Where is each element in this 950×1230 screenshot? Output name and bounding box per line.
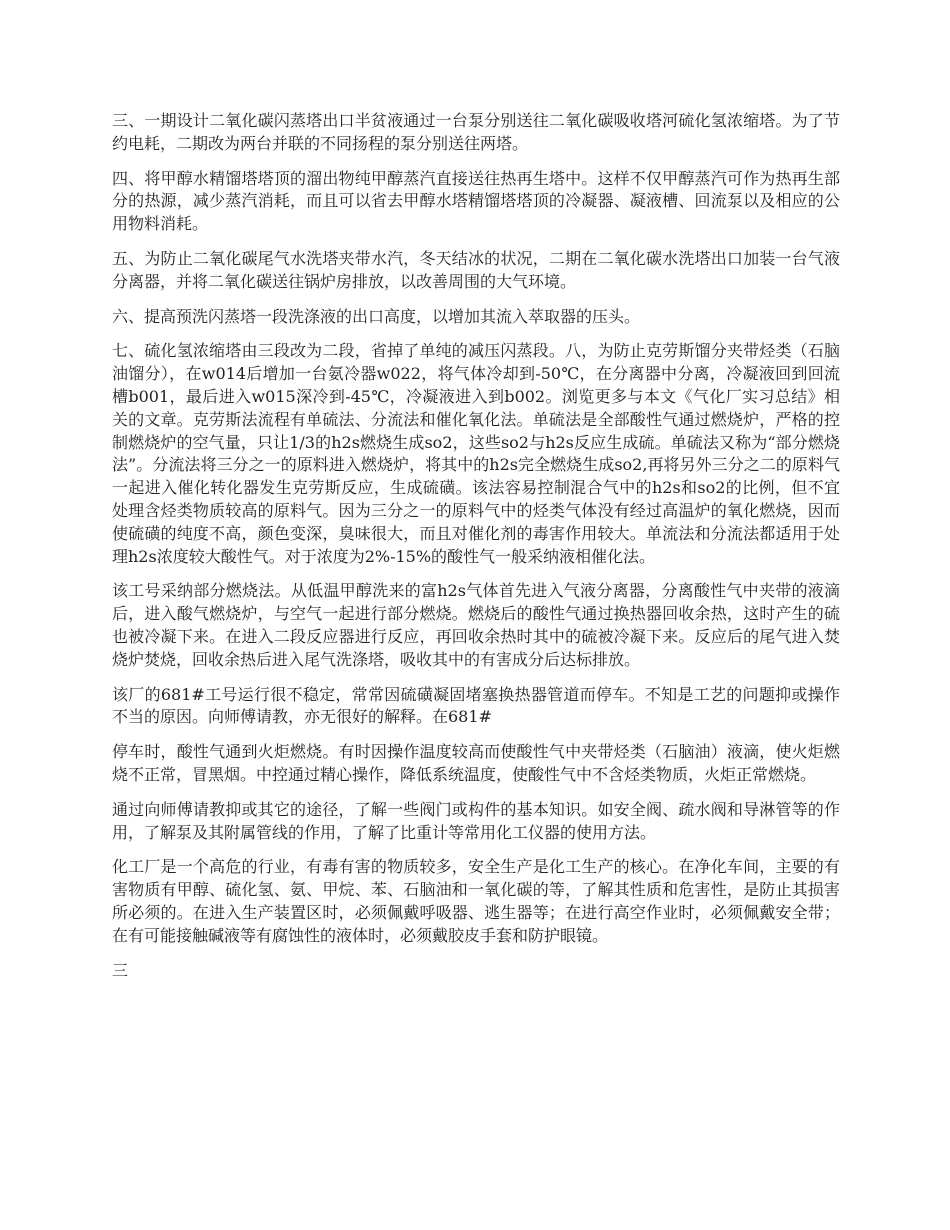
document-body	[112, 110, 840, 994]
paragraph-5: 五、为防止二氧化碳尾气水洗塔夹带水汽，冬天结冰的状况，二期在二氧化碳水洗塔出口加装一台气液分离器，并将二氧化碳送往锅炉房排放，以改善周围的大气环境。	[112, 248, 840, 291]
paragraph-4: 四、将甲醇水精馏塔塔顶的溜出物纯甲醇蒸汽直接送往热再生塔中。这样不仅甲醇蒸汽可作为热再生部分的热源，减少蒸汽消耗，而且可以省去甲醇水塔精馏塔塔顶的冷凝器、凝液槽、回流泵以及相应的公用物料消耗。	[112, 168, 840, 234]
paragraph-valves-knowledge: 通过向师傅请教抑或其它的途径，了解一些阀门或构件的基本知识。如安全阀、疏水阀和导淋管等的作用，了解泵及其附属管线的作用，了解了比重计等常用化工仪器的使用方法。	[112, 799, 840, 842]
paragraph-3: 三、一期设计二氧化碳闪蒸塔出口半贫液通过一台泵分别送往二氧化碳吸收塔河硫化氢浓缩塔。为了节约电耗，二期改为两台并联的不同扬程的泵分别送往两塔。	[112, 111, 840, 153]
paragraph-7-claus-process: 七、硫化氢浓缩塔由三段改为二段，省掉了单纯的减压闪蒸段。八，为防止克劳斯馏分夹带烃类（石脑油馏分），在w014后增加一台氨冷器w022，将气体冷却到-50℃，在分离器中分离，冷凝液回到回流槽b001，最后进入w015深冷到-45℃，冷凝液进入到b002。浏览更多与本文《气化厂实习总结》相关的文章。克劳斯法流程有单硫法、分流法和催化氧化法。单硫法是全部酸性气通过燃烧炉，严格的控制燃烧炉的空气量，只让1/3的h2s燃烧生成so2，这些so2与h2s反应生成硫。单硫法又称为“部分燃烧法”。分流法将三分之一的原料进入燃烧炉，将其中的h2s完全燃烧生成so2,再将另外三分之二的原料气一起进入催化转化器发生克劳斯反应，生成硫磺。该法容易控制混合气中的h2s和so2的比例，但不宜处理含烃类物质较高的原料气。因为三分之一的原料气中的烃类气体没有经过高温炉的氧化燃烧，因而使硫磺的纯度不高，颜色变深，臭味很大，而且对催化剂的毒害作用较大。单流法和分流法都适用于处理h2s浓度较大酸性气。对于浓度为2%-15%的酸性气一般采纳液相催化法。	[112, 341, 840, 566]
paragraph-shutdown-flare: 停车时，酸性气通到火炬燃烧。有时因操作温度较高而使酸性气中夹带烃类（石脑油）液滴，使火炬燃烧不正常，冒黑烟。中控通过精心操作，降低系统温度，使酸性气中不含烃类物质，火炬正常燃烧。	[112, 742, 840, 784]
paragraph-6: 六、提高预洗闪蒸塔一段洗涤液的出口高度，以增加其流入萃取器的压头。	[112, 306, 641, 326]
section-heading-three: 三	[112, 960, 129, 980]
paragraph-safety: 化工厂是一个高危的行业，有毒有害的物质较多，安全生产是化工生产的核心。在净化车间，主要的有害物质有甲醇、硫化氢、氨、甲烷、苯、石脑油和一氧化碳的等，了解其性质和危害性，是防止其损害所必须的。在进入生产装置区时，必须佩戴呼吸器、逃生器等；在进行高空作业时，必须佩戴安全带；在有可能接触碱液等有腐蚀性的液体时，必须戴胶皮手套和防护眼镜。	[112, 857, 840, 945]
paragraph-partial-combustion: 该工号采纳部分燃烧法。从低温甲醇洗来的富h2s气体首先进入气液分离器，分离酸性气中夹带的液滴后，进入酸气燃烧炉，与空气一起进行部分燃烧。燃烧后的酸性气通过换热器回收余热，这时产生的硫也被冷凝下来。在进入二段反应器进行反应，再回收余热时其中的硫被冷凝下来。反应后的尾气进入焚烧炉焚烧，回收余热后进入尾气洗涤塔，吸收其中的有害成分后达标排放。	[112, 581, 840, 669]
paragraph-681-unit: 该厂的681#工号运行很不稳定，常常因硫磺凝固堵塞换热器管道而停车。不知是工艺的问题抑或操作不当的原因。向师傅请教，亦无很好的解释。在681#	[112, 684, 840, 727]
